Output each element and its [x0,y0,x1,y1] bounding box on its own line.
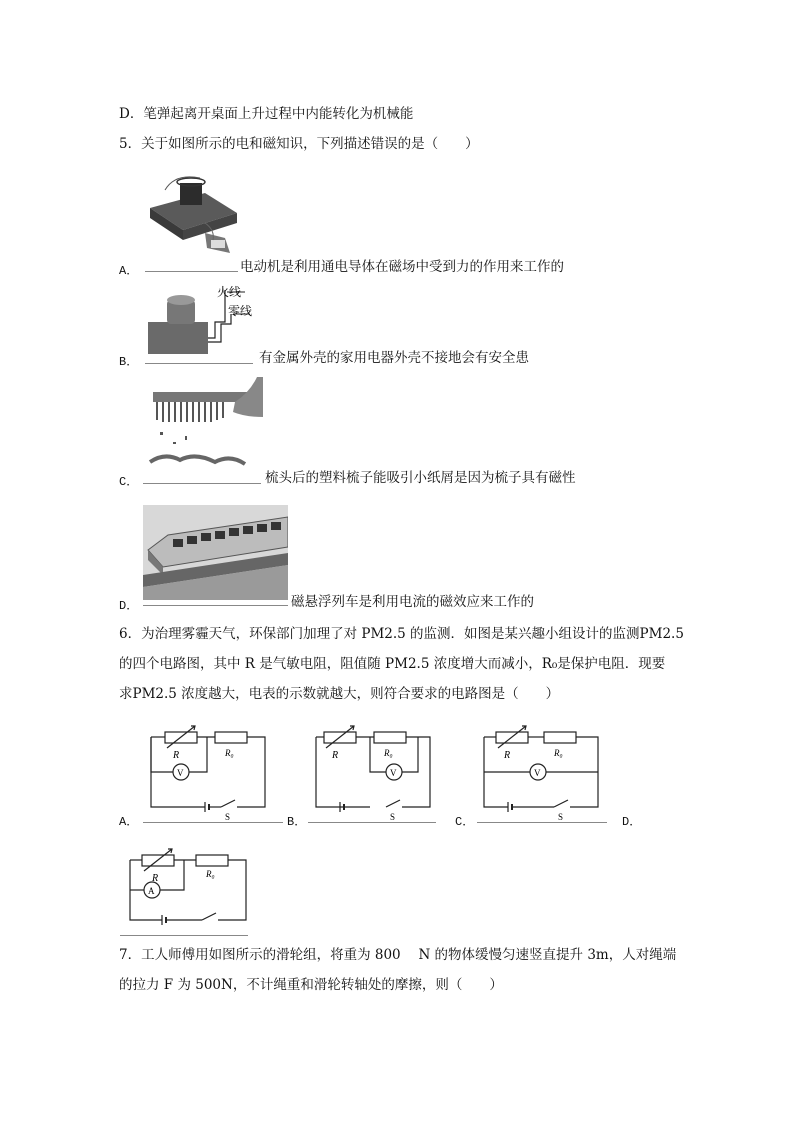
q7-stem-line1: 7．工人师傅用如图所示的滑轮组，将重为 800 N 的物体缓慢匀速竖直提升 3m，人对绳端 [119,947,677,963]
circuit-b-r-label: R [332,750,339,761]
q4-option-d: D．笔弹起离开桌面上升过程中内能转化为机械能 [119,106,414,122]
circuit-a-r-label: R [173,750,180,761]
q6-option-d-letter: D． [622,815,642,829]
q6-option-c-underline [477,822,607,823]
maglev-train-image [143,505,288,600]
circuit-a-r0-label: R₀ [225,748,234,758]
q6-option-c-letter: C． [455,815,475,829]
q6-stem-line3: 求PM2.5 浓度越大，电表的示数就越大，则符合要求的电路图是（ ） [119,686,560,702]
q5-option-c-text: 梳头后的塑料梳子能吸引小纸屑是因为梳子具有磁性 [265,470,576,486]
q7-stem-line2: 的拉力 F 为 500N，不计绳重和滑轮转轴处的摩擦，则（ ） [119,977,503,993]
q5-stem: 5．关于如图所示的电和磁知识，下列描述错误的是（ ） [119,136,479,152]
q5-option-d-letter: D． [119,599,139,613]
circuit-c-r0-label: R₀ [554,748,563,758]
circuit-c-diagram [478,722,608,822]
q6-option-b-underline [308,822,436,823]
circuit-d-r0-label: R₀ [206,869,215,879]
q5-option-a-underline [145,271,238,272]
q6-stem-line2: 的四个电路图，其中 R 是气敏电阻，阻值随 PM2.5 浓度增大而减小，R₀是保护电阻．现要 [119,656,666,672]
comb-paper-image [145,372,265,472]
circuit-c-meter-label: V [534,768,541,778]
circuit-d-diagram [122,845,252,935]
circuit-d-r-label: R [152,873,159,884]
circuit-c-r-label: R [504,750,511,761]
q5-option-a-text: 电动机是利用通电导体在磁场中受到力的作用来工作的 [240,259,564,275]
circuit-a-diagram [145,722,285,822]
circuit-b-meter-label: V [390,768,397,778]
q6-option-b-letter: B． [287,815,307,829]
neutral-wire-label: 零线 [228,304,253,318]
circuit-b-switch-label: S [390,812,396,822]
q6-option-a-letter: A． [119,815,139,829]
q5-option-d-text: 磁悬浮列车是利用电流的磁效应来工作的 [291,594,534,610]
q5-option-d-underline [143,605,288,606]
q6-stem-line1: 6．为治理雾霾天气，环保部门加理了对 PM2.5 的监测．如图是某兴趣小组设计的监测PM2.5 [119,626,684,642]
circuit-d-meter-label: A [148,886,155,896]
circuit-a-switch-label: S [225,812,231,822]
circuit-c-switch-label: S [558,812,564,822]
live-wire-label: 火线 [217,285,242,299]
circuit-a-meter-label: V [177,768,184,778]
q5-option-b-text: 有金属外壳的家用电器外壳不接地会有安全患 [259,350,529,366]
q5-option-c-letter: C． [119,475,139,489]
q5-option-c-underline [143,483,261,484]
q5-option-b-letter: B． [119,355,139,369]
q5-option-b-underline [145,363,253,364]
motor-apparatus-image [145,168,240,268]
circuit-b-r0-label: R₀ [384,748,393,758]
q6-option-d-underline [120,935,248,936]
q5-option-a-letter: A． [119,264,139,278]
q6-option-a-underline [143,822,283,823]
circuit-b-diagram [310,722,440,822]
